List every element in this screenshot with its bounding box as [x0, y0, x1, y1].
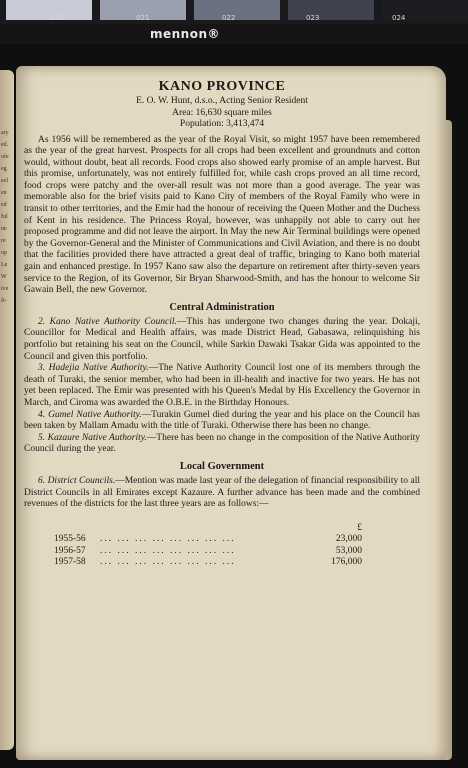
section-heading: Central Administration [169, 301, 275, 313]
facing-page-fragment: re [1, 238, 6, 244]
currency-symbol: £ [357, 522, 362, 533]
calibration-swatch [194, 0, 280, 20]
paragraph-heading: 6. District Councils. [38, 475, 116, 486]
facing-page-fragment: eel [1, 178, 8, 184]
paragraph-heading: 4. Gumel Native Authority. [38, 409, 142, 420]
facing-page-fragment: Le [1, 262, 8, 268]
facing-page-fragment: ary [1, 130, 9, 136]
swatch-label: 020 [50, 14, 64, 22]
facing-page-fragment: ofe [1, 154, 9, 160]
table-row [54, 557, 362, 569]
swatch-label: 023 [306, 14, 320, 22]
paragraph-heading: 5. Kazaure Native Authority. [38, 432, 147, 443]
population-line: Population: 3,413,474 [179, 119, 265, 129]
revenue-amount: 23,000 [335, 534, 362, 545]
revenue-year: 1955-56 [54, 534, 86, 545]
revenue-amount: 53,000 [335, 545, 362, 556]
paragraph [24, 317, 420, 363]
intro-paragraph: As 1956 will be remembered as the year of the Royal Visit, so might 1957 have been remembered as the year of the great harvest. Prospects for all crops had been excellent and groundnuts and cotton would, without doubt, beat all records. Food crops also showed early promise of an ample harvest. But this promise, unfortunately, was not entirely fulfilled for, while cash crops proved an all time record, food crops were patchy and the over-all result was not more than a good average. The year was memorable also for the brief visits paid to Kano City of members of the Royal Family who were in transit to other territories, and the Emir had the honour of receiving the Queen Mother and the Duchess of Kent in his residence. The Princess Royal, however, was unhappily not able to carry out her proposed programme and did not leave the airport. In May the new Air Terminal buildings were opened by the Governor-General and the Minister of Communications and Civil Aviation, and there is no doubt that the facilities provided there have attracted a great deal of traffic, bringing to Kano both material gain and enhanced prestige. In 1957 Kano saw also the departure on retirement after thirty-seven years service to the Region, of its Governor, Sir Bryan Sharwood-Smith, and has the honour to welcome Sir Gawain Bell, the new Governor. [24, 134, 420, 296]
facing-page-fragment: fi- [1, 298, 7, 304]
paragraph [24, 410, 420, 433]
table-row [54, 534, 362, 546]
section-heading: Local Government [179, 460, 265, 472]
paragraph [24, 363, 420, 409]
facing-page-fragment: en [1, 190, 7, 196]
facing-page-fragment: op [1, 250, 7, 256]
brand-bar [0, 24, 468, 44]
table-header-row [54, 523, 362, 535]
color-calibration-strip [0, 0, 468, 24]
swatch-label: 024 [392, 14, 406, 22]
facing-page-fragment: W [1, 274, 7, 280]
facing-page-edge [0, 70, 14, 750]
facing-page-fragment: ive [1, 286, 9, 292]
paragraph-body: —Mention was made last year of the delegation of financial responsibility to all District Councils in all Emirates except Kazaure. A further advance has been made and the combined revenues of the districts for the last three years are as follows:— [24, 475, 420, 510]
leader-dots: ... ... ... ... ... ... ... ... [100, 557, 236, 568]
facing-page-fragment: eg [1, 166, 7, 172]
facing-page-fragment: ed [1, 202, 7, 208]
leader-dots: ... ... ... ... ... ... ... ... [100, 545, 236, 556]
paragraph-body: —Turakin Gumel died during the year and his place on the Council has been taken by Mallam Amadu with the title of Turaki. Otherwise there has been no change. [24, 409, 420, 432]
paragraph-body: —There has been no change in the composition of the Native Authority Council during the year. [24, 432, 420, 455]
swatch-label: 021 [136, 14, 150, 22]
revenue-year: 1957-58 [54, 557, 86, 568]
paragraph-body: —This has undergone two changes during the year. Dokaji, Councillor for Medical and Health affairs, was made District Head, Gabasawa, relinquishing his portfolio but retaining his seat on the Council, while Sarkin Dawaki Tsakar Gida was appointed to the Council and given this portfolio. [24, 316, 420, 362]
calibration-swatch [6, 0, 92, 20]
paragraph-heading: 2. Kano Native Authority Council. [38, 316, 177, 327]
calibration-swatch [288, 0, 374, 20]
facing-page-fragment: ful [1, 214, 8, 220]
page-content [24, 78, 420, 569]
paragraph [24, 433, 420, 456]
resident-line: E. O. W. Hunt, d.s.o., Acting Senior Resident [136, 96, 308, 106]
revenue-amount: 176,000 [331, 557, 362, 568]
swatch-label: 022 [222, 14, 236, 22]
page-title: KANO PROVINCE [158, 79, 286, 94]
paragraph [24, 476, 420, 511]
table-row [54, 546, 362, 558]
area-line: Area: 16,630 square miles [172, 107, 272, 118]
revenue-table [54, 523, 362, 569]
facing-page-fragment: ed. [1, 142, 9, 148]
leader-dots: ... ... ... ... ... ... ... ... [100, 534, 236, 545]
brand-logo: mennon® [150, 27, 221, 41]
revenue-year: 1956-57 [54, 545, 86, 556]
facing-page-fragment: ne [1, 226, 7, 232]
paragraph-heading: 3. Hadejia Native Authority. [38, 363, 149, 374]
paragraph-body: —The Native Authority Council lost one of its members through the death of Turaki, the senior member, who had been in ill-health and inactive for two years. He has not yet been replaced. The Emir was presented with his Queen's Medal by His Excellency the Governor in March, and Ciroma was awarded the O.B.E. in the Birthday Honours. [24, 363, 420, 408]
